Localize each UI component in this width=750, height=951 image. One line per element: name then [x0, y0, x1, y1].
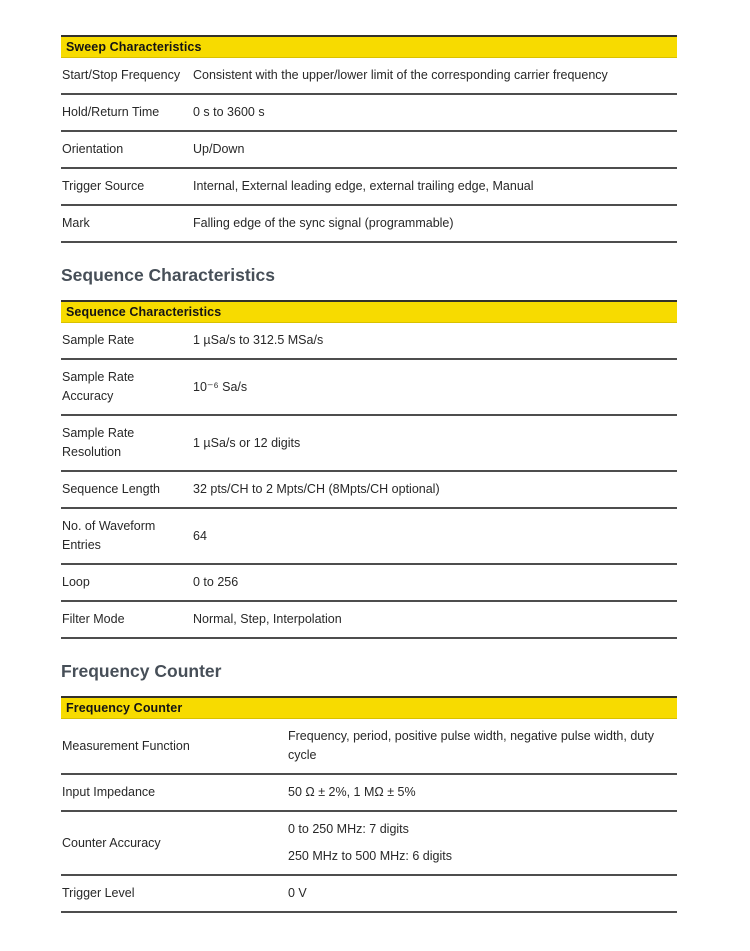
table-header-bar: Frequency Counter: [61, 697, 677, 719]
spec-section-sequence: [61, 265, 677, 639]
table-header-row: [61, 301, 677, 323]
spec-label: Sample Rate Resolution: [61, 415, 192, 471]
spec-value: [287, 811, 677, 875]
spec-label: Loop: [61, 564, 192, 601]
spec-label: No. of Waveform Entries: [61, 508, 192, 564]
spec-label: Sample Rate: [62, 333, 135, 347]
table-header-row: [61, 36, 677, 58]
table-row: [61, 508, 677, 564]
sweep-characteristics-table: [61, 35, 677, 243]
table-row: [61, 875, 677, 912]
spec-value: 64: [192, 508, 677, 564]
table-row: [61, 94, 677, 131]
table-row: [61, 415, 677, 471]
spec-label: Input Impedance: [61, 774, 287, 811]
table-header-bar: Sequence Characteristics: [61, 301, 677, 323]
spec-label: Trigger Source: [61, 168, 192, 205]
spec-value: 50 Ω ± 2%, 1 MΩ ± 5%: [287, 774, 677, 811]
table-row: [61, 471, 677, 508]
table-row: [61, 58, 677, 95]
table-row: [61, 131, 677, 168]
table-row: [61, 359, 677, 415]
spec-label: Mark: [61, 205, 192, 242]
table-row: [61, 168, 677, 205]
spec-label: Counter Accuracy: [61, 811, 287, 875]
table-row: [61, 811, 677, 875]
spec-value: 32 pts/CH to 2 Mpts/CH (8Mpts/CH optional): [192, 471, 677, 508]
spec-value: 10⁻⁶ Sa/s: [192, 359, 677, 415]
spec-value: Consistent with the upper/lower limit of the corresponding carrier frequency: [193, 68, 608, 82]
table-row: [61, 205, 677, 242]
table-row: [61, 564, 677, 601]
spec-value: Falling edge of the sync signal (programmable): [192, 205, 677, 242]
spec-value: 1 µSa/s to 312.5 MSa/s: [193, 333, 324, 347]
spec-section-sweep: [61, 35, 677, 243]
spec-label: Filter Mode: [61, 601, 192, 638]
spec-value: 0 V: [287, 875, 677, 912]
spec-value: Normal, Step, Interpolation: [192, 601, 677, 638]
table-row: [61, 774, 677, 811]
spec-value: 1 µSa/s or 12 digits: [192, 415, 677, 471]
spec-label: Start/Stop Frequency: [62, 68, 181, 82]
frequency-counter-table: [61, 696, 677, 913]
table-row: [61, 601, 677, 638]
spec-label: Trigger Level: [61, 875, 287, 912]
spec-value: Up/Down: [192, 131, 677, 168]
section-heading: Frequency Counter: [61, 661, 222, 681]
spec-value: Frequency, period, positive pulse width, negative pulse width, duty cycle: [288, 729, 654, 762]
spec-label: Hold/Return Time: [61, 94, 192, 131]
spec-label: Orientation: [61, 131, 192, 168]
table-header-bar: Sweep Characteristics: [61, 36, 677, 58]
spec-value-line: 250 MHz to 500 MHz: 6 digits: [288, 849, 452, 863]
spec-value: Internal, External leading edge, external trailing edge, Manual: [192, 168, 677, 205]
section-heading: Sequence Characteristics: [61, 265, 275, 285]
spec-value-line: 0 to 250 MHz: 7 digits: [288, 822, 409, 836]
spec-value: 0 to 256: [192, 564, 677, 601]
table-header-row: [61, 697, 677, 719]
spec-label: Sequence Length: [61, 471, 192, 508]
spec-value: 0 s to 3600 s: [192, 94, 677, 131]
sequence-characteristics-table: [61, 300, 677, 639]
spec-label: Measurement Function: [62, 738, 190, 753]
document-page: [61, 0, 677, 913]
table-row: [61, 719, 677, 775]
table-row: [61, 323, 677, 360]
spec-section-frequency-counter: [61, 661, 677, 913]
spec-label: Sample Rate Accuracy: [61, 359, 192, 415]
